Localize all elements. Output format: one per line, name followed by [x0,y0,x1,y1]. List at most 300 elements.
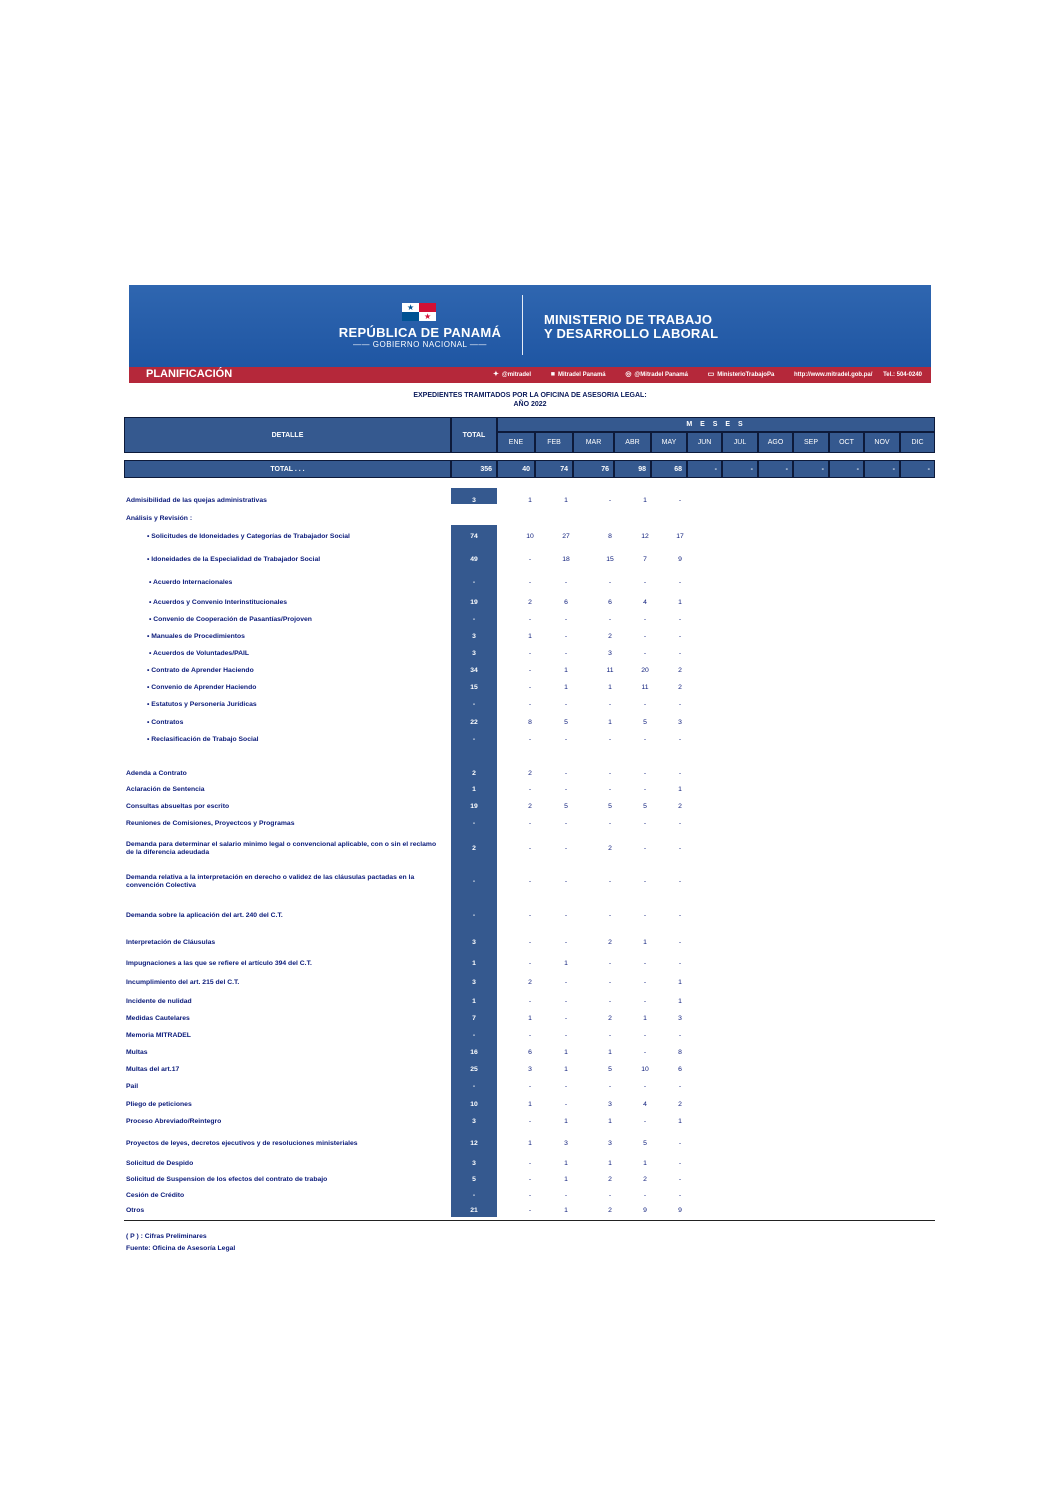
row-month-value: 3 [608,1140,612,1147]
row-month-value: 12 [641,533,649,540]
row-month-value: - [528,878,532,885]
row-month-value: - [564,616,568,623]
row-month-value: - [564,979,568,986]
row-month-value: 7 [643,556,647,563]
row-label: Proyectos de leyes, decretos ejecutivos y de resoluciones ministeriales [126,1140,358,1147]
row-month-value: 1 [564,667,568,674]
row-month-value: - [643,878,647,885]
total-month-value: - [864,460,900,478]
row-month-value: - [564,1015,568,1022]
row-month-value: - [608,616,612,623]
row-month-value: - [678,701,682,708]
row-month-value: 1 [564,1049,568,1056]
row-month-value: - [528,1118,532,1125]
row-month-value: 1 [564,1176,568,1183]
source-note: Fuente: Oficina de Asesoría Legal [126,1245,236,1252]
row-month-value: 2 [608,633,612,640]
row-month-value: - [678,878,682,885]
row-month-value: - [643,820,647,827]
row-month-value: - [678,820,682,827]
row-total: 15 [470,684,478,691]
row-month-value: - [608,979,612,986]
total-month-value: - [829,460,864,478]
row-total: 3 [472,1160,476,1167]
row-month-value: 2 [528,599,532,606]
row-label: • Acuerdos y Convenio Interinstitucionales [149,599,288,606]
row-total: 21 [470,1207,478,1214]
row-label: Pail [126,1083,139,1090]
footnote: ( P ) : Cifras Preliminares [126,1233,207,1240]
row-label: Solicitud de Despido [126,1160,194,1167]
row-month-value: - [528,912,532,919]
row-label: Demanda sobre la aplicación del art. 240 del C.T. [126,912,283,919]
month-header: SEP [793,432,829,453]
row-month-value: 1 [643,939,647,946]
row-month-value: 1 [528,1015,532,1022]
row-total: 3 [472,497,476,504]
row-label: Impugnaciones a las que se refiere el artículo 394 del C.T. [126,960,312,967]
row-month-value: - [528,820,532,827]
row-label: Multas del art.17 [126,1066,180,1073]
row-month-value: - [608,1032,612,1039]
column-header-detalle: DETALLE [124,417,451,453]
row-month-value: - [678,633,682,640]
row-month-value: - [528,960,532,967]
row-month-value: 1 [564,1207,568,1214]
row-label: Admisibilidad de las quejas administrativas [126,497,267,504]
row-total: - [472,1192,476,1199]
row-month-value: - [528,579,532,586]
row-month-value: 2 [678,1101,682,1108]
row-month-value: - [564,845,568,852]
row-month-value: - [528,1192,532,1199]
row-label: Demanda para determinar el salario minimo legal o convencional aplicable, con o sin el reclamo de la diferencia adeudada [126,841,437,856]
row-total: 74 [470,533,478,540]
row-month-value: - [643,845,647,852]
row-month-value: 9 [678,1207,682,1214]
row-month-value: - [608,786,612,793]
row-month-value: - [528,556,532,563]
row-month-value: 1 [678,599,682,606]
row-month-value: 4 [643,1101,647,1108]
row-month-value: - [528,736,532,743]
youtube-icon: ▭ [707,371,715,378]
row-month-value: 1 [678,979,682,986]
row-month-value: 5 [608,1066,612,1073]
row-month-value: - [643,960,647,967]
row-month-value: - [608,497,612,504]
month-header: OCT [829,432,864,453]
twitter-icon: ✦ [492,371,499,378]
row-label: Incidente de nulidad [126,998,192,1005]
row-total: 1 [472,998,476,1005]
row-month-value: 6 [608,599,612,606]
row-month-value: - [678,1192,682,1199]
month-header: NOV [864,432,900,453]
row-label: • Convenio de Cooperación de Pasantías/Projoven [149,616,312,623]
total-month-value: - [758,460,793,478]
row-month-value: 20 [641,667,649,674]
row-month-value: - [678,960,682,967]
row-month-value: - [528,1083,532,1090]
row-month-value: - [678,1140,682,1147]
ministerio-title: MINISTERIO DE TRABAJO Y DESARROLLO LABORAL [544,312,719,341]
row-month-value: - [564,820,568,827]
row-label: • Acuerdo Internacionales [149,579,233,586]
row-month-value: 2 [678,667,682,674]
row-month-value: 1 [608,1160,612,1167]
row-month-value: 10 [641,1066,649,1073]
row-month-value: - [608,912,612,919]
total-row-label: TOTAL . . . [124,460,451,478]
row-month-value: 2 [608,1176,612,1183]
report-title: EXPEDIENTES TRAMITADOS POR LA OFICINA DE ASESORIA LEGAL: [413,392,647,399]
row-month-value: - [564,939,568,946]
row-month-value: - [608,820,612,827]
report-year: AÑO 2022 [513,401,547,408]
row-month-value: - [678,736,682,743]
row-label: Adenda a Contrato [126,770,187,777]
row-month-value: - [564,633,568,640]
row-month-value: - [564,878,568,885]
row-month-value: - [678,1032,682,1039]
row-month-value: - [564,579,568,586]
row-month-value: 18 [562,556,570,563]
total-month-value: - [900,460,935,478]
row-total: - [472,820,476,827]
month-header: AGO [758,432,793,453]
month-header: FEB [535,432,573,453]
gobierno-subtitle: —— GOBIERNO NACIONAL —— [353,340,487,349]
row-total: 1 [472,960,476,967]
row-label: Memoria MITRADEL [126,1032,191,1039]
total-column-bar [451,525,497,1217]
row-month-value: - [643,579,647,586]
row-month-value: - [564,1083,568,1090]
row-label: • Contrato de Aprender Haciendo [147,667,254,674]
row-total: 12 [470,1140,478,1147]
month-header: ENE [497,432,535,453]
row-month-value: - [564,770,568,777]
website-link[interactable]: http://www.mitradel.gob.pa/ [793,372,873,378]
row-month-value: 27 [562,533,570,540]
row-month-value: - [564,786,568,793]
row-month-value: - [564,701,568,708]
row-label: Demanda relativa a la interpretación en derecho o validez de las cláusulas pactadas en la convención Colectiva [126,874,415,889]
row-month-value: 2 [608,939,612,946]
row-label: • Idoneidades de la Especialidad de Trabajador Social [147,556,321,563]
row-month-value: 11 [641,684,649,691]
row-month-value: 3 [528,1066,532,1073]
row-month-value: - [678,770,682,777]
row-month-value: 3 [678,1015,682,1022]
row-month-value: 5 [608,803,612,810]
row-label: Proceso Abreviado/Reintegro [126,1118,222,1125]
row-total: 3 [472,650,476,657]
row-month-value: 1 [643,1015,647,1022]
row-label: Multas [126,1049,148,1056]
row-month-value: 10 [526,533,534,540]
month-header: JUL [722,432,758,453]
row-month-value: - [608,960,612,967]
row-label: Aclaración de Sentencia [126,786,205,793]
row-label: Medidas Cautelares [126,1015,190,1022]
row-month-value: 2 [643,1176,647,1183]
phone-number: Tel.: 504-0240 [883,372,922,378]
row-month-value: - [564,912,568,919]
row-month-value: - [643,770,647,777]
row-month-value: - [528,684,532,691]
row-month-value: 5 [564,719,568,726]
row-month-value: - [608,878,612,885]
row-label: • Manuales de Procedimientos [147,633,245,640]
row-month-value: 6 [678,1066,682,1073]
row-month-value: - [608,998,612,1005]
row-month-value: - [608,579,612,586]
row-month-value: - [678,939,682,946]
row-label: Reuniones de Comisiones, Proyectcos y Programas [126,820,295,827]
row-month-value: - [528,1032,532,1039]
row-month-value: 5 [643,1140,647,1147]
row-month-value: 3 [564,1140,568,1147]
row-month-value: - [564,736,568,743]
row-month-value: 1 [528,1140,532,1147]
row-month-value: - [643,786,647,793]
row-month-value: 1 [528,1101,532,1108]
row-month-value: 2 [528,979,532,986]
row-month-value: - [643,1192,647,1199]
row-month-value: - [643,1118,647,1125]
row-month-value: - [678,579,682,586]
department-label: PLANIFICACIÓN [146,368,233,380]
contact-strip: ✦ @mitradel ■ Mitradel Panamá ◎ @Mitradel Panamá ▭ MinisterioTrabajoPa http://www.mitradel.gob.pa/ Tel.: 504-0240 [492,371,922,378]
row-month-value: 1 [608,719,612,726]
row-month-value: - [643,998,647,1005]
row-month-value: 5 [564,803,568,810]
row-total: 10 [470,1101,478,1108]
row-month-value: - [643,912,647,919]
row-label: Consultas absueltas por escrito [126,803,230,810]
row-label: • Estatutos y Personería Jurídicas [147,701,257,708]
row-month-value: 8 [678,1049,682,1056]
row-month-value: 1 [643,1160,647,1167]
row-total: 3 [472,939,476,946]
row-month-value: - [528,616,532,623]
table-bottom-rule [124,1220,935,1221]
row-month-value: 3 [608,650,612,657]
row-label: • Reclasificación de Trabajo Social [147,736,259,743]
row-total: 25 [470,1066,478,1073]
row-total: 2 [472,845,476,852]
row-month-value: - [643,1049,647,1056]
row-total: 2 [472,770,476,777]
total-month-value: 98 [614,460,651,478]
row-total: - [472,1032,476,1039]
row-total: - [472,701,476,708]
row-month-value: - [608,1083,612,1090]
column-header-meses: M E S E S [497,417,935,432]
row-month-value: 1 [678,998,682,1005]
row-month-value: 1 [564,1066,568,1073]
row-month-value: 1 [528,497,532,504]
department-bar [129,367,931,383]
facebook-icon: ■ [550,371,555,378]
row-month-value: 8 [608,533,612,540]
row-total: - [472,1083,476,1090]
row-month-value: 6 [528,1049,532,1056]
row-month-value: - [643,979,647,986]
row-month-value: 6 [564,599,568,606]
row-total: 3 [472,1118,476,1125]
row-label: • Solicitudes de Idoneidades y Categorías de Trabajador Social [147,533,350,540]
republica-title: REPÚBLICA DE PANAMÁ [338,325,502,340]
row-total: 19 [470,599,478,606]
row-month-value: 2 [678,803,682,810]
row-month-value: 1 [564,1160,568,1167]
row-total: - [472,736,476,743]
total-month-value: - [793,460,829,478]
row-total: 3 [472,979,476,986]
column-header-total: TOTAL [451,417,497,453]
row-month-value: 1 [564,684,568,691]
row-label: Pliego de peticiones [126,1101,192,1108]
panama-flag-icon: ★ ★ [402,303,436,321]
row-month-value: 4 [643,599,647,606]
row-month-value: - [678,1160,682,1167]
row-month-value: - [678,1083,682,1090]
row-month-value: 1 [678,1118,682,1125]
total-month-value: 40 [497,460,535,478]
row-month-value: 2 [608,845,612,852]
row-month-value: - [643,701,647,708]
row-total: 7 [472,1015,476,1022]
row-total: - [472,579,476,586]
row-month-value: - [528,701,532,708]
row-month-value: - [678,650,682,657]
row-month-value: 5 [643,803,647,810]
row-month-value: - [528,786,532,793]
row-month-value: - [528,939,532,946]
row-total: - [472,616,476,623]
row-month-value: 2 [608,1207,612,1214]
row-month-value: 2 [528,803,532,810]
row-month-value: - [528,1160,532,1167]
row-month-value: 8 [528,719,532,726]
row-month-value: - [528,1176,532,1183]
row-month-value: - [528,1207,532,1214]
row-total: 19 [470,803,478,810]
header-banner [129,285,931,367]
row-label: Otros [126,1207,145,1214]
row-total: 34 [470,667,478,674]
row-month-value: - [564,1192,568,1199]
row-month-value: - [608,1192,612,1199]
row-label: • Convenio de Aprender Haciendo [147,684,257,691]
row-month-value: - [643,633,647,640]
row-month-value: - [643,736,647,743]
row-month-value: 15 [606,556,614,563]
row-month-value: - [528,998,532,1005]
row-month-value: 1 [608,1118,612,1125]
month-header: MAY [651,432,687,453]
row-month-value: 1 [608,1049,612,1056]
row-month-value: 1 [678,786,682,793]
row-month-value: 1 [643,497,647,504]
total-month-value: - [722,460,758,478]
row-month-value: - [678,616,682,623]
month-header: MAR [573,432,614,453]
row-month-value: 1 [564,1118,568,1125]
row-total: 5 [472,1176,476,1183]
banner-divider [522,295,523,355]
row-label: Cesión de Crédito [126,1192,185,1199]
row-total: - [472,912,476,919]
row-month-value: - [678,497,682,504]
row-month-value: - [564,1032,568,1039]
row-month-value: 1 [608,684,612,691]
row-month-value: - [678,1176,682,1183]
row-month-value: - [608,701,612,708]
row-month-value: 17 [676,533,684,540]
row-label: Incumplimiento del art. 215 del C.T. [126,979,240,986]
row-month-value: - [528,650,532,657]
row-month-value: 2 [678,684,682,691]
row-month-value: - [564,650,568,657]
row-label: • Acuerdos de Voluntades/PAIL [149,650,250,657]
row-month-value: 2 [608,1015,612,1022]
row-label: • Contratos [147,719,184,726]
row-total: 22 [470,719,478,726]
month-header: DIC [900,432,935,453]
row-month-value: - [643,616,647,623]
row-month-value: - [643,1083,647,1090]
row-month-value: 9 [678,556,682,563]
row-month-value: - [678,912,682,919]
row-month-value: - [608,736,612,743]
row-month-value: 1 [564,497,568,504]
row-month-value: 11 [606,667,614,674]
total-month-value: - [687,460,722,478]
row-month-value: 5 [643,719,647,726]
total-month-value: 74 [535,460,573,478]
month-header: ABR [614,432,651,453]
row-label: Solicitud de Suspension de los efectos del contrato de trabajo [126,1176,328,1183]
row-month-value: 1 [564,960,568,967]
row-label: Interpretación de Cláusulas [126,939,216,946]
row-month-value: 3 [678,719,682,726]
instagram-icon: ◎ [625,371,632,378]
row-label: Análisis y Revisión : [126,515,193,522]
row-month-value: - [564,998,568,1005]
row-month-value: 2 [528,770,532,777]
row-month-value: - [643,650,647,657]
row-total: 49 [470,556,478,563]
row-month-value: - [678,845,682,852]
row-total: 1 [472,786,476,793]
total-month-value: 76 [573,460,614,478]
row-month-value: 9 [643,1207,647,1214]
row-total: - [472,878,476,885]
row-total: 3 [472,633,476,640]
row-month-value: - [643,1032,647,1039]
row-month-value: 3 [608,1101,612,1108]
row-month-value: - [528,845,532,852]
row-month-value: - [564,1101,568,1108]
row-month-value: - [608,770,612,777]
total-month-value: 68 [651,460,687,478]
row-month-value: 1 [528,633,532,640]
month-header: JUN [687,432,722,453]
